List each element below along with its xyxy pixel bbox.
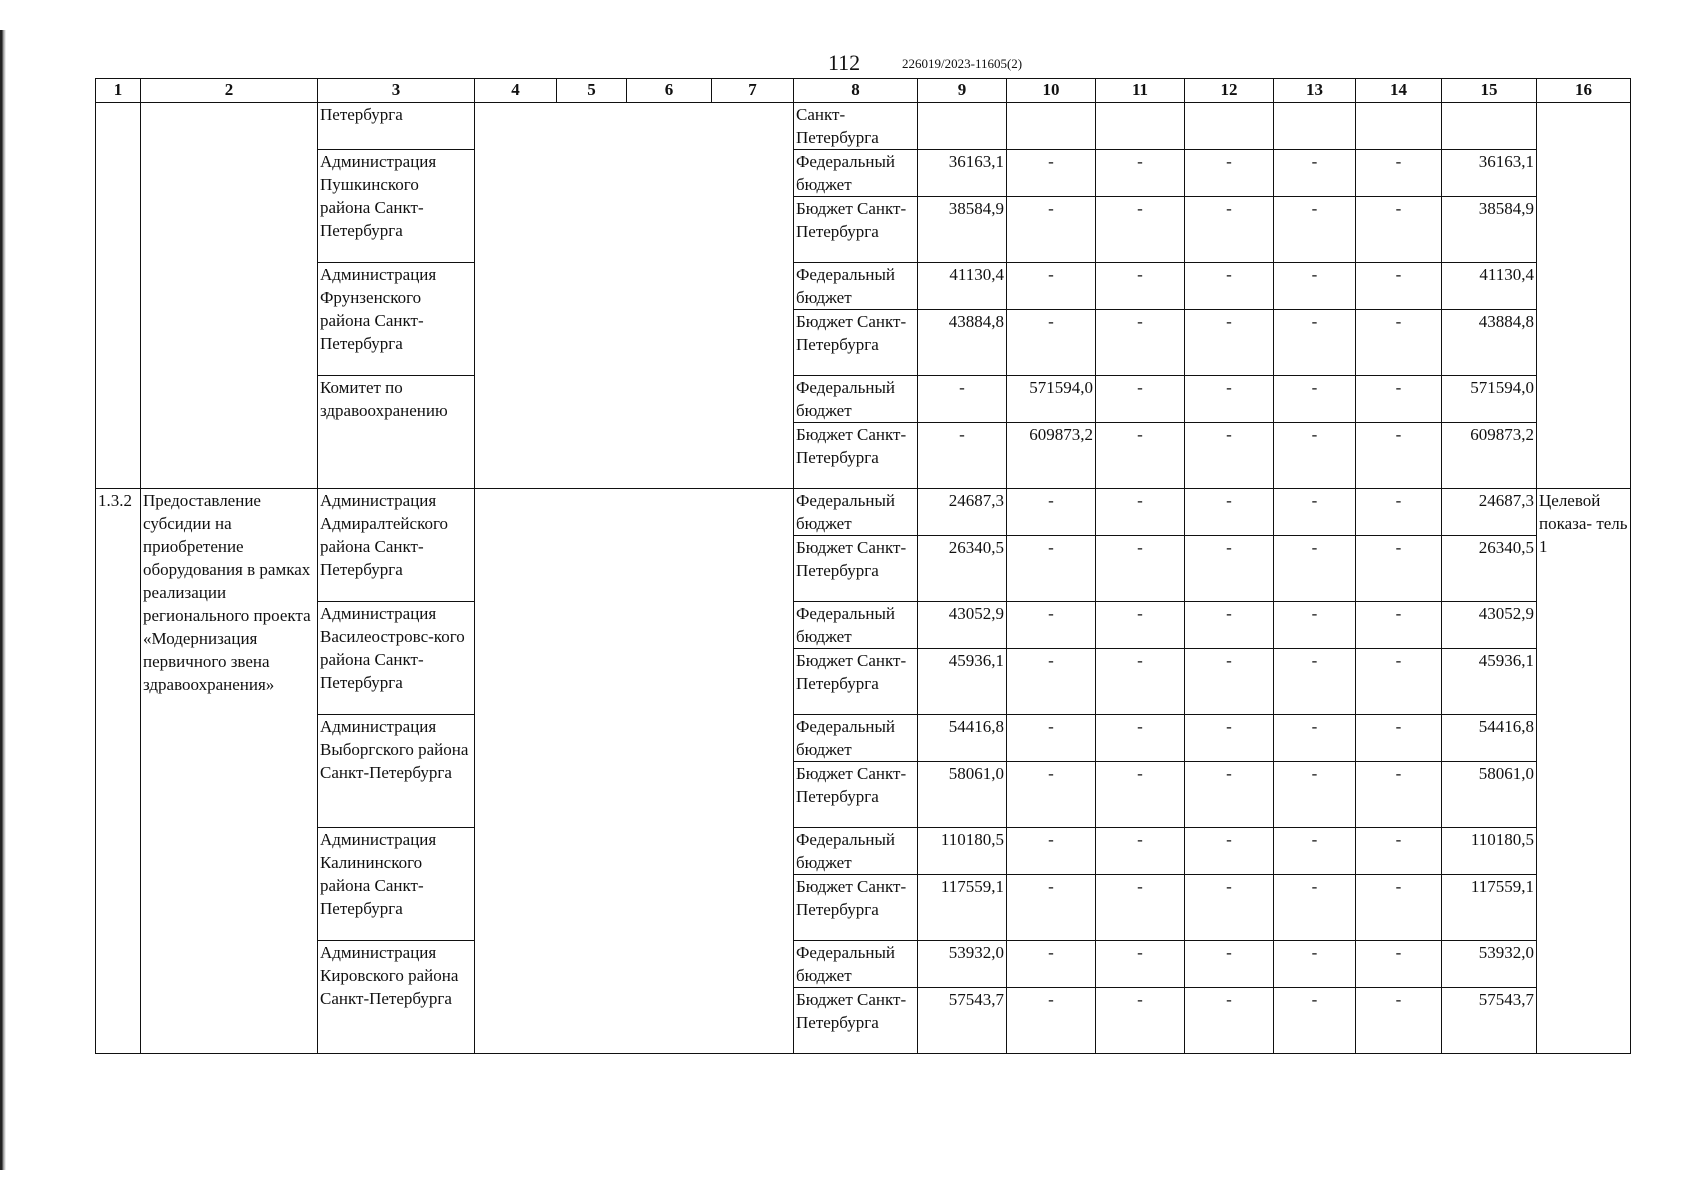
cell-col10: -: [1007, 762, 1096, 828]
scan-edge: [0, 30, 6, 1170]
cell-col15-total: 41130,4: [1442, 263, 1537, 310]
cell-col15-total: 45936,1: [1442, 649, 1537, 715]
column-header-10: 10: [1007, 79, 1096, 103]
cell-col13: -: [1274, 376, 1356, 423]
document-id: 226019/2023-11605(2): [902, 56, 1023, 71]
column-header-8: 8: [794, 79, 918, 103]
funding-source-cell: Федеральный бюджет: [794, 602, 918, 649]
cell-col13: -: [1274, 988, 1356, 1054]
cell-col11: -: [1096, 941, 1185, 988]
executor-cell: Администрация Адмиралтейского района Санкт-Петербурга: [318, 489, 475, 602]
column-header-15: 15: [1442, 79, 1537, 103]
cell-col13: -: [1274, 310, 1356, 376]
funding-source-cell: Бюджет Санкт-Петербурга: [794, 423, 918, 489]
table-row: [96, 489, 1631, 536]
cell-col12: -: [1185, 649, 1274, 715]
column-header-16: 16: [1537, 79, 1631, 103]
cell-col9: -: [918, 423, 1007, 489]
cell-col14: -: [1356, 602, 1442, 649]
cell-col14: -: [1356, 150, 1442, 197]
executor-cell: Администрация Кировского района Санкт-Петербурга: [318, 941, 475, 1054]
column-header-11: 11: [1096, 79, 1185, 103]
cell-col10: -: [1007, 828, 1096, 875]
cell-col15-total: 24687,3: [1442, 489, 1537, 536]
cell-col12: -: [1185, 197, 1274, 263]
funding-source-cell: Бюджет Санкт-Петербурга: [794, 310, 918, 376]
cell-col15: [1442, 103, 1537, 150]
column-header-14: 14: [1356, 79, 1442, 103]
budget-table: [95, 78, 1631, 1054]
funding-source-cell: Бюджет Санкт-Петербурга: [794, 197, 918, 263]
cell-col15-total: 26340,5: [1442, 536, 1537, 602]
cell-col14: -: [1356, 941, 1442, 988]
cell-col13: -: [1274, 423, 1356, 489]
cell-col12: -: [1185, 828, 1274, 875]
table-row: [96, 376, 1631, 423]
cell-col9: 41130,4: [918, 263, 1007, 310]
funding-source-cell: Бюджет Санкт-Петербурга: [794, 988, 918, 1054]
column-header-12: 12: [1185, 79, 1274, 103]
cell-col10: 571594,0: [1007, 376, 1096, 423]
cell-col11: -: [1096, 489, 1185, 536]
blank-cols-4-7: [475, 489, 794, 1054]
cell-col10: -: [1007, 988, 1096, 1054]
cell-col10: -: [1007, 263, 1096, 310]
cell-col16: [1537, 103, 1631, 489]
funding-source-cell: Федеральный бюджет: [794, 941, 918, 988]
cell-col11: -: [1096, 536, 1185, 602]
cell-col11: -: [1096, 150, 1185, 197]
cell-col12: -: [1185, 263, 1274, 310]
cell-col11: [1096, 103, 1185, 150]
column-header-3: 3: [318, 79, 475, 103]
cell-col11: -: [1096, 715, 1185, 762]
cell-col10: -: [1007, 197, 1096, 263]
cell-col11: -: [1096, 376, 1185, 423]
table-row: [96, 715, 1631, 762]
cell-col10: -: [1007, 715, 1096, 762]
cell-col15-total: 110180,5: [1442, 828, 1537, 875]
cell-col14: -: [1356, 197, 1442, 263]
cell-col10: -: [1007, 150, 1096, 197]
column-header-9: 9: [918, 79, 1007, 103]
blank-cols-4-7: [475, 103, 794, 489]
executor-cell: Комитет по здравоохранению: [318, 376, 475, 489]
cell-col13: -: [1274, 649, 1356, 715]
cell-col14: -: [1356, 423, 1442, 489]
cell-col12: -: [1185, 941, 1274, 988]
cell-col15-total: 43052,9: [1442, 602, 1537, 649]
cell-col15-total: 117559,1: [1442, 875, 1537, 941]
cell-col12: -: [1185, 310, 1274, 376]
cell-col12: -: [1185, 762, 1274, 828]
cell-col14: -: [1356, 536, 1442, 602]
cell-col9: 53932,0: [918, 941, 1007, 988]
cell-col11: -: [1096, 828, 1185, 875]
cell-col13: -: [1274, 828, 1356, 875]
funding-source-cell: Федеральный бюджет: [794, 150, 918, 197]
cell-col9: [918, 103, 1007, 150]
executor-cell: Администрация Калининского района Санкт-Петербурга: [318, 828, 475, 941]
cell-col11: -: [1096, 310, 1185, 376]
cell-col12: -: [1185, 150, 1274, 197]
executor-cell: Администрация Фрунзенского района Санкт-Петербурга: [318, 263, 475, 376]
cell-col12: -: [1185, 376, 1274, 423]
table-row: [96, 941, 1631, 988]
page-header: [0, 48, 1695, 78]
cell-col13: -: [1274, 150, 1356, 197]
executor-cell: Администрация Выборгского района Санкт-Петербурга: [318, 715, 475, 828]
cell-col13: -: [1274, 489, 1356, 536]
cell-col14: -: [1356, 988, 1442, 1054]
executor-cell: Петербурга: [318, 103, 475, 150]
cell-col11: -: [1096, 762, 1185, 828]
cell-col15-total: 58061,0: [1442, 762, 1537, 828]
cell-col11: -: [1096, 602, 1185, 649]
cell-col9: 26340,5: [918, 536, 1007, 602]
cell-col9: 117559,1: [918, 875, 1007, 941]
cell-col9: 54416,8: [918, 715, 1007, 762]
table-row: [96, 263, 1631, 310]
cell-col9: 43052,9: [918, 602, 1007, 649]
cell-col13: -: [1274, 197, 1356, 263]
table-row: [96, 150, 1631, 197]
cell-col13: -: [1274, 762, 1356, 828]
funding-source-cell: Федеральный бюджет: [794, 263, 918, 310]
cell-col9: 110180,5: [918, 828, 1007, 875]
column-header-4: 4: [475, 79, 557, 103]
cell-col10: -: [1007, 310, 1096, 376]
cell-col13: -: [1274, 941, 1356, 988]
item-name: Предоставление субсидии на приобретение оборудования в рамках реализации регионального проекта «Модернизация первичного звена здравоохранения»: [141, 489, 318, 1054]
cell-col14: -: [1356, 715, 1442, 762]
cell-col14: -: [1356, 828, 1442, 875]
cell-col9: 24687,3: [918, 489, 1007, 536]
cell-col11: -: [1096, 197, 1185, 263]
cell-col13: -: [1274, 875, 1356, 941]
cell-col9: 57543,7: [918, 988, 1007, 1054]
cell-col12: -: [1185, 489, 1274, 536]
column-header-13: 13: [1274, 79, 1356, 103]
cell-col15-total: 43884,8: [1442, 310, 1537, 376]
cell-col15-total: 57543,7: [1442, 988, 1537, 1054]
cell-col10: -: [1007, 602, 1096, 649]
table-row: [96, 103, 1631, 150]
column-number-row: [96, 79, 1631, 103]
funding-source-cell: Федеральный бюджет: [794, 489, 918, 536]
cell-col10: -: [1007, 941, 1096, 988]
table-row: [96, 828, 1631, 875]
column-header-1: 1: [96, 79, 141, 103]
cell-col12: -: [1185, 602, 1274, 649]
cell-col10: -: [1007, 489, 1096, 536]
cell-col9: 45936,1: [918, 649, 1007, 715]
funding-source-cell: Федеральный бюджет: [794, 828, 918, 875]
cell-col13: [1274, 103, 1356, 150]
cell-col11: -: [1096, 988, 1185, 1054]
cell-col10: -: [1007, 875, 1096, 941]
cell-col13: -: [1274, 602, 1356, 649]
cell-col11: -: [1096, 423, 1185, 489]
funding-source-cell: Бюджет Санкт-Петербурга: [794, 762, 918, 828]
cell-col14: -: [1356, 875, 1442, 941]
target-indicator: Целевой показа- тель 1: [1537, 489, 1631, 1054]
funding-source-cell: Федеральный бюджет: [794, 715, 918, 762]
cell-col2: [141, 103, 318, 489]
cell-col12: [1185, 103, 1274, 150]
cell-col9: 58061,0: [918, 762, 1007, 828]
cell-col10: -: [1007, 536, 1096, 602]
cell-col12: -: [1185, 715, 1274, 762]
funding-source-cell: Федеральный бюджет: [794, 376, 918, 423]
cell-col13: -: [1274, 536, 1356, 602]
cell-col15-total: 571594,0: [1442, 376, 1537, 423]
cell-col11: -: [1096, 263, 1185, 310]
cell-col1: [96, 103, 141, 489]
executor-cell: Администрация Василеостровс-кого района Санкт-Петербурга: [318, 602, 475, 715]
cell-col13: -: [1274, 715, 1356, 762]
source-cell: Санкт-Петербурга: [794, 103, 918, 150]
cell-col15-total: 53932,0: [1442, 941, 1537, 988]
cell-col15-total: 38584,9: [1442, 197, 1537, 263]
column-header-7: 7: [712, 79, 794, 103]
cell-col14: -: [1356, 762, 1442, 828]
executor-cell: Администрация Пушкинского района Санкт-Петербурга: [318, 150, 475, 263]
cell-col10: [1007, 103, 1096, 150]
table-row: [96, 602, 1631, 649]
cell-col15-total: 609873,2: [1442, 423, 1537, 489]
cell-col12: -: [1185, 988, 1274, 1054]
column-header-5: 5: [557, 79, 627, 103]
cell-col14: [1356, 103, 1442, 150]
funding-source-cell: Бюджет Санкт-Петербурга: [794, 536, 918, 602]
column-header-6: 6: [627, 79, 712, 103]
funding-source-cell: Бюджет Санкт-Петербурга: [794, 649, 918, 715]
cell-col10: -: [1007, 649, 1096, 715]
cell-col9: 38584,9: [918, 197, 1007, 263]
cell-col9: 36163,1: [918, 150, 1007, 197]
cell-col11: -: [1096, 649, 1185, 715]
cell-col12: -: [1185, 875, 1274, 941]
cell-col9: -: [918, 376, 1007, 423]
cell-col14: -: [1356, 489, 1442, 536]
cell-col14: -: [1356, 649, 1442, 715]
cell-col12: -: [1185, 536, 1274, 602]
item-number: 1.3.2: [96, 489, 141, 1054]
cell-col15-total: 36163,1: [1442, 150, 1537, 197]
page-number: 112: [828, 50, 861, 75]
cell-col14: -: [1356, 376, 1442, 423]
cell-col10: 609873,2: [1007, 423, 1096, 489]
column-header-2: 2: [141, 79, 318, 103]
cell-col14: -: [1356, 263, 1442, 310]
cell-col14: -: [1356, 310, 1442, 376]
cell-col15-total: 54416,8: [1442, 715, 1537, 762]
cell-col12: -: [1185, 423, 1274, 489]
cell-col9: 43884,8: [918, 310, 1007, 376]
cell-col13: -: [1274, 263, 1356, 310]
funding-source-cell: Бюджет Санкт-Петербурга: [794, 875, 918, 941]
cell-col11: -: [1096, 875, 1185, 941]
